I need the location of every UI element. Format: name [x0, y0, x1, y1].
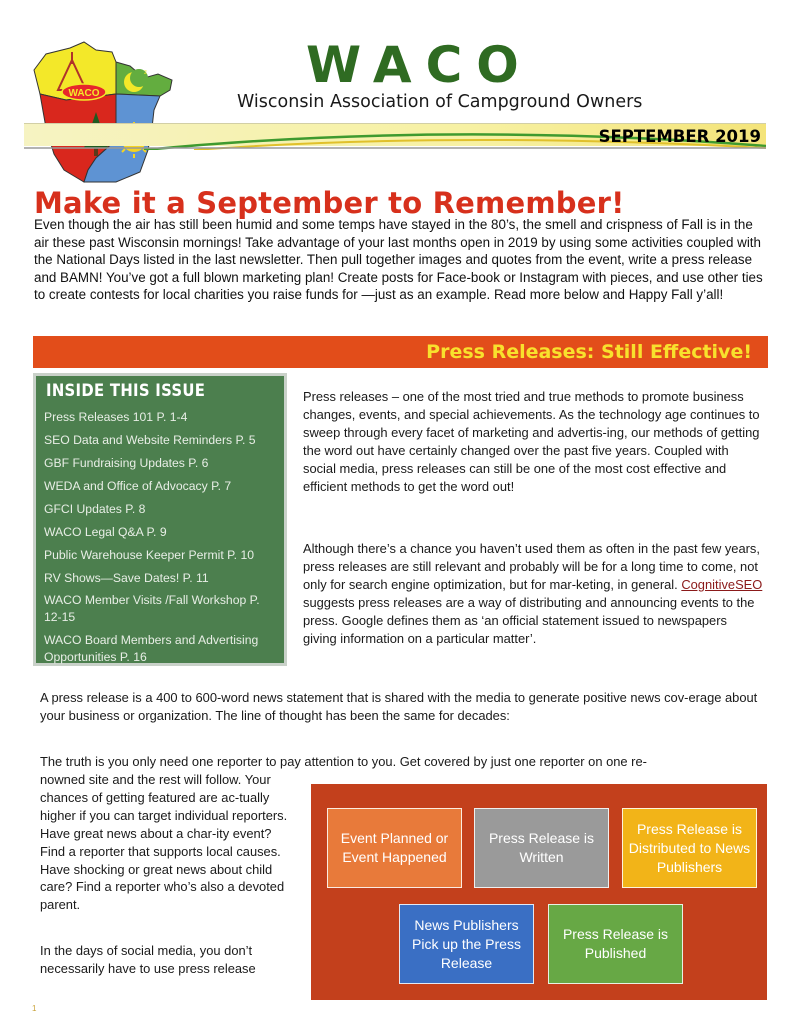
body-paragraph: The truth is you only need one reporter to pay attention to you. Get covered by just one reporter on one re-	[40, 754, 647, 769]
issue-date: SEPTEMBER 2019	[598, 127, 761, 146]
toc-item[interactable]: WEDA and Office of Advocacy P. 7	[44, 479, 232, 493]
toc-item[interactable]: WACO Board Members and Advertising Opportunities P. 16	[44, 633, 259, 664]
toc-item[interactable]: GBF Fundraising Updates P. 6	[44, 456, 209, 470]
flow-step-published: Press Release is Published	[548, 904, 683, 984]
flow-step-written: Press Release is Written	[474, 808, 609, 888]
body-paragraph: nowned site and the rest will follow. Your chances of getting featured are ac-tually higher if you can target individual reporters. Have great news about a char-ity event? Find a reporter that supports local causes. Have shocking or great news about child care? Find a reporter who’s also a devoted parent.	[40, 772, 288, 913]
flow-step-picked-up: News Publishers Pick up the Press Release	[399, 904, 534, 984]
svg-text:z: z	[144, 70, 147, 76]
flow-step-event: Event Planned or Event Happened	[327, 808, 462, 888]
cognitiveseo-link[interactable]: CognitiveSEO	[681, 576, 763, 592]
toc-item[interactable]: Press Releases 101 P. 1-4	[44, 410, 188, 424]
body-paragraph: In the days of social media, you don’t necessarily have to use press release	[40, 943, 256, 976]
organization-name: Wisconsin Association of Campground Owners	[237, 92, 643, 112]
body-paragraph	[303, 540, 763, 647]
body-paragraph: Press releases – one of the most tried and true methods to promote business changes, events, and special achievements. As the technology age continues to sweep through every facet of marketing and advertis-ing, our methods of getting the word out have certainly changed over the past five years. Coupled with social media, press releases can still be one of the most cost effective and efficient methods to get the word out!	[303, 389, 760, 494]
flow-step-distributed: Press Release is Distributed to News Publishers	[622, 808, 757, 888]
toc-item[interactable]: RV Shows—Save Dates! P. 11	[44, 571, 209, 585]
inside-this-issue-box	[33, 373, 287, 666]
toc-title: INSIDE THIS ISSUE	[46, 381, 206, 400]
toc-item[interactable]: Public Warehouse Keeper Permit P. 10	[44, 548, 255, 562]
press-release-flow-diagram	[311, 784, 767, 1000]
waco-wisconsin-logo	[26, 32, 196, 192]
paragraph-text: Although there’s a chance you haven’t used them as often in the past few years, press releases are still relevant and probably will be for a long time to come, not only for search engine optimization, but for mar-keting, in general.	[303, 541, 760, 592]
section-banner	[33, 336, 768, 368]
toc-item[interactable]: WACO Member Visits /Fall Workshop P. 12-15	[44, 593, 260, 624]
headline: Make it a September to Remember!	[34, 186, 625, 220]
intro-paragraph: Even though the air has still been humid and some temps have stayed in the 80’s, the smell and crispness of Fall is in the air these past Wisconsin mornings! Take advantage of your last months open in 2019 by using some activities coupled with the National Days listed in the last newsletter. Then pull together images and quotes from the event, write a press release and BAMN! You’ve got a full blown marketing plan! Create posts for Face-book or Instagram with pieces, and use other ties to create contests for local charities you raise funds for —just as an example. Read more below and Happy Fall y’all!	[34, 217, 763, 302]
toc-item[interactable]: GFCI Updates P. 8	[44, 502, 146, 516]
logo-waco-text: WACO	[68, 88, 100, 99]
paragraph-text: suggests press releases are a way of distributing and announcing events to the press. Google defines them as ‘an official statement issued to newspapers giving information on a particular matter’.	[303, 594, 755, 646]
waco-wordmark: WACO	[306, 36, 533, 94]
body-paragraph: A press release is a 400 to 600-word news statement that is shared with the media to generate positive news cov-erage about your business or organization. The line of thought has been the same for decades:	[40, 690, 758, 723]
section-title: Press Releases: Still Effective!	[426, 341, 752, 363]
toc-item[interactable]: SEO Data and Website Reminders P. 5	[44, 433, 256, 447]
page-number: 1	[32, 1004, 37, 1013]
toc-item[interactable]: WACO Legal Q&A P. 9	[44, 525, 167, 539]
